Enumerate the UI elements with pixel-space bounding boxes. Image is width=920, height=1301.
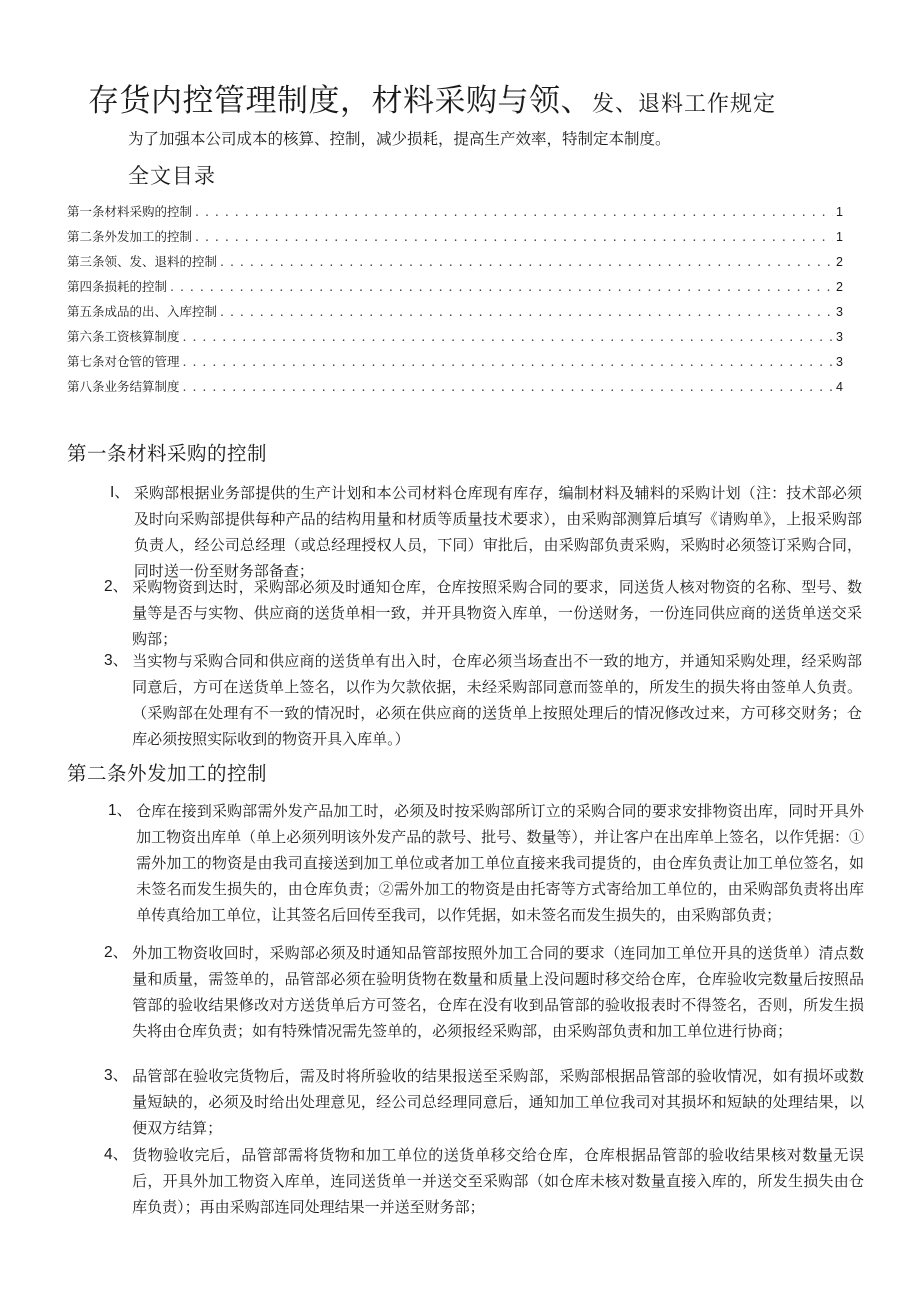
toc-dot-leader <box>195 203 833 221</box>
toc-entry-page: 2 <box>836 255 843 269</box>
toc-entry-label: 第八条业务结算制度 <box>67 379 180 394</box>
section-1-item-1 <box>110 480 862 584</box>
item-text: 采购物资到达时，采购部必须及时通知仓库，仓库按照采购合同的要求，同送货人核对物资的名称、型号、数量等是否与实物、供应商的送货单相一致，并开具物资入库单，一份送财务，一份连同供应商的送货单送交采购部； <box>132 578 862 648</box>
toc-entry-label: 第六条工资核算制度 <box>67 329 180 344</box>
toc-entry-page: 1 <box>836 205 843 219</box>
title-tail: 发、退料工作规定 <box>592 92 777 117</box>
title-main: 存货内控管理制度，材料采购与领、 <box>88 83 592 119</box>
section-2-item-4 <box>104 1142 864 1220</box>
section-1-item-3 <box>104 648 862 752</box>
item-number: I、 <box>110 484 130 501</box>
toc-entry-2[interactable] <box>67 228 843 253</box>
toc-entry-label: 第三条领、发、退料的控制 <box>67 254 218 269</box>
toc-entry-label: 第二条外发加工的控制 <box>67 229 193 244</box>
item-number: 1、 <box>108 802 133 819</box>
intro-paragraph: 为了加强本公司成本的核算、控制，减少损耗，提高生产效率，特制定本制度。 <box>128 130 671 148</box>
section-2-item-2 <box>104 940 864 1044</box>
item-text: 仓库在接到采购部需外发产品加工时，必须及时按采购部所订立的采购合同的要求安排物资出库，同时开具外加工物资出库单（单上必须列明该外发产品的款号、批号、数量等），并让客户在出库单上签名，以作凭据：①需外加工的物资是由我司直接送到加工单位或者加工单位直接来我司提货的，由仓库负责让加工单位签名，如未签名而发生损失的，由仓库负责；②需外加工的物资是由托寄等方式寄给加工单位的，由采购部负责将出库单传真给加工单位，让其签名后回传至我司，以作凭据，如未签名而发生损失的，由采购部负责； <box>136 802 864 924</box>
item-text: 品管部在验收完货物后，需及时将所验收的结果报送至采购部，采购部根据品管部的验收情况，如有损坏或数量短缺的，必须及时给出处理意见，经公司总经理同意后，通知加工单位我司对其损坏和短缺的处理结果，以便双方结算； <box>132 1067 864 1137</box>
item-number: 2、 <box>104 944 129 961</box>
toc-dot-leader <box>220 303 833 321</box>
section-heading-2: 第二条外发加工的控制 <box>67 762 268 785</box>
toc-entry-page: 3 <box>836 330 843 344</box>
toc-entry-6[interactable] <box>67 328 843 353</box>
section-1-item-2 <box>104 574 862 652</box>
section-2-item-3 <box>104 1063 864 1141</box>
item-text: 采购部根据业务部提供的生产计划和本公司材料仓库现有库存，编制材料及辅料的采购计划（注：技术部必须及时向采购部提供每种产品的结构用量和材质等质量技术要求），由采购部测算后填写《请购单》，上报采购部负责人，经公司总经理（或总经理授权人员，下同）审批后，由采购部负责采购，采购时必须签订采购合同，同时送一份至财务部备查； <box>133 484 862 580</box>
toc-entry-4[interactable] <box>67 278 843 303</box>
toc-entry-label: 第四条损耗的控制 <box>67 279 168 294</box>
toc-dot-leader <box>183 378 834 396</box>
toc-entry-page: 3 <box>836 355 843 369</box>
toc-entry-page: 4 <box>836 380 843 394</box>
toc-entry-3[interactable] <box>67 253 843 278</box>
item-text: 当实物与采购合同和供应商的送货单有出入时，仓库必须当场查出不一致的地方，并通知采购处理，经采购部同意后，方可在送货单上签名，以作为欠款依据，未经采购部同意而签单的，所发生的损失将由签单人负责。（采购部在处理有不一致的情况时，必须在供应商的送货单上按照处理后的情况修改过来，方可移交财务；仓库必须按照实际收到的物资开具入库单。） <box>132 652 862 748</box>
item-number: 2、 <box>104 578 129 595</box>
item-text: 货物验收完后，品管部需将货物和加工单位的送货单移交给仓库，仓库根据品管部的验收结果核对数量无误后，开具外加工物资入库单，连同送货单一并送交至采购部（如仓库未核对数量直接入库的，所发生损失由仓库负责）；再由采购部连同处理结果一并送至财务部； <box>132 1146 864 1216</box>
table-of-contents <box>67 203 843 403</box>
toc-dot-leader <box>183 353 834 371</box>
toc-entry-page: 2 <box>836 280 843 294</box>
toc-dot-leader <box>195 228 833 246</box>
toc-entry-5[interactable] <box>67 303 843 328</box>
toc-entry-1[interactable] <box>67 203 843 228</box>
item-number: 3、 <box>104 1067 129 1084</box>
toc-entry-label: 第七条对仓管的管理 <box>67 354 180 369</box>
toc-entry-7[interactable] <box>67 353 843 378</box>
toc-heading: 全文目录 <box>128 164 216 188</box>
section-2-item-1 <box>108 798 864 928</box>
toc-dot-leader <box>183 328 834 346</box>
toc-dot-leader <box>170 278 833 296</box>
item-number: 4、 <box>104 1146 129 1163</box>
item-number: 3、 <box>104 652 129 669</box>
toc-entry-page: 1 <box>836 230 843 244</box>
item-text: 外加工物资收回时，采购部必须及时通知品管部按照外加工合同的要求（连同加工单位开具的送货单）清点数量和质量，需签单的，品管部必须在验明货物在数量和质量上没问题时移交给仓库，仓库验收完数量后按照品管部的验收结果修改对方送货单后方可签名，仓库在没有收到品管部的验收报表时不得签名，否则，所发生损失将由仓库负责；如有特殊情况需先签单的，必须报经采购部，由采购部负责和加工单位进行协商； <box>132 944 864 1040</box>
toc-entry-label: 第五条成品的出、入库控制 <box>67 304 218 319</box>
section-heading-1: 第一条材料采购的控制 <box>67 442 268 465</box>
toc-entry-label: 第一条材料采购的控制 <box>67 204 193 219</box>
toc-dot-leader <box>220 253 833 271</box>
toc-entry-page: 3 <box>836 305 843 319</box>
toc-entry-8[interactable] <box>67 378 843 403</box>
document-title <box>88 82 888 124</box>
